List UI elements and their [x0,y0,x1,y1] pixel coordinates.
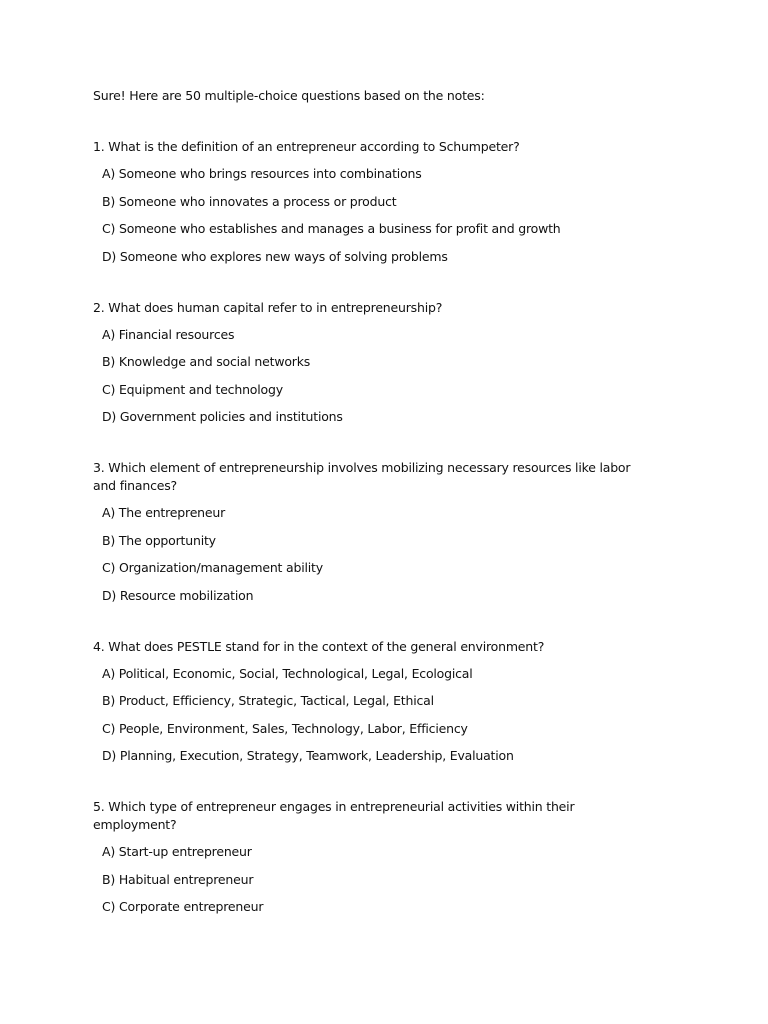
option-a: A) Political, Economic, Social, Technological, Legal, Ecological [102,665,473,681]
option-b: B) Habitual entrepreneur [102,871,254,887]
option-list [102,665,653,766]
option-list [102,504,653,605]
question-2 [93,299,653,427]
question-5 [93,798,653,916]
option-c: C) Corporate entrepreneur [102,899,264,914]
option-c: C) Organization/management ability [102,560,323,575]
option-c: C) Equipment and technology [102,381,283,397]
option-list [102,326,653,427]
option-d: D) Someone who explores new ways of solving problems [102,248,448,264]
option-list [102,843,653,916]
question-text: 2. What does human capital refer to in entrepreneurship? [93,299,443,315]
option-a: A) Someone who brings resources into combinations [102,166,422,181]
intro-text: Sure! Here are 50 multiple-choice questions based on the notes: [93,88,485,103]
question-text: 4. What does PESTLE stand for in the context of the general environment? [93,638,545,654]
option-c: C) Someone who establishes and manages a business for profit and growth [102,221,561,236]
option-b: B) Knowledge and social networks [102,354,311,369]
option-d: D) Resource mobilization [102,587,254,603]
question-text: 1. What is the definition of an entrepreneur according to Schumpeter? [93,139,520,154]
question-text: 3. Which element of entrepreneurship involves mobilizing necessary resources like labor and finances? [93,460,631,493]
option-c: C) People, Environment, Sales, Technology, Labor, Efficiency [102,720,468,736]
option-b: B) Someone who innovates a process or product [102,193,397,209]
option-a: A) The entrepreneur [102,505,226,520]
option-b: B) The opportunity [102,532,216,548]
question-text: 5. Which type of entrepreneur engages in entrepreneurial activities within their employment? [93,799,575,832]
option-b: B) Product, Efficiency, Strategic, Tactical, Legal, Ethical [102,693,434,708]
document-page [93,87,653,916]
option-a: A) Start-up entrepreneur [102,844,252,859]
question-4 [93,638,653,766]
option-d: D) Government policies and institutions [102,409,343,424]
option-a: A) Financial resources [102,326,235,342]
option-list [102,165,653,266]
question-1 [93,138,653,266]
question-3 [93,459,653,605]
option-d: D) Planning, Execution, Strategy, Teamwork, Leadership, Evaluation [102,748,514,763]
